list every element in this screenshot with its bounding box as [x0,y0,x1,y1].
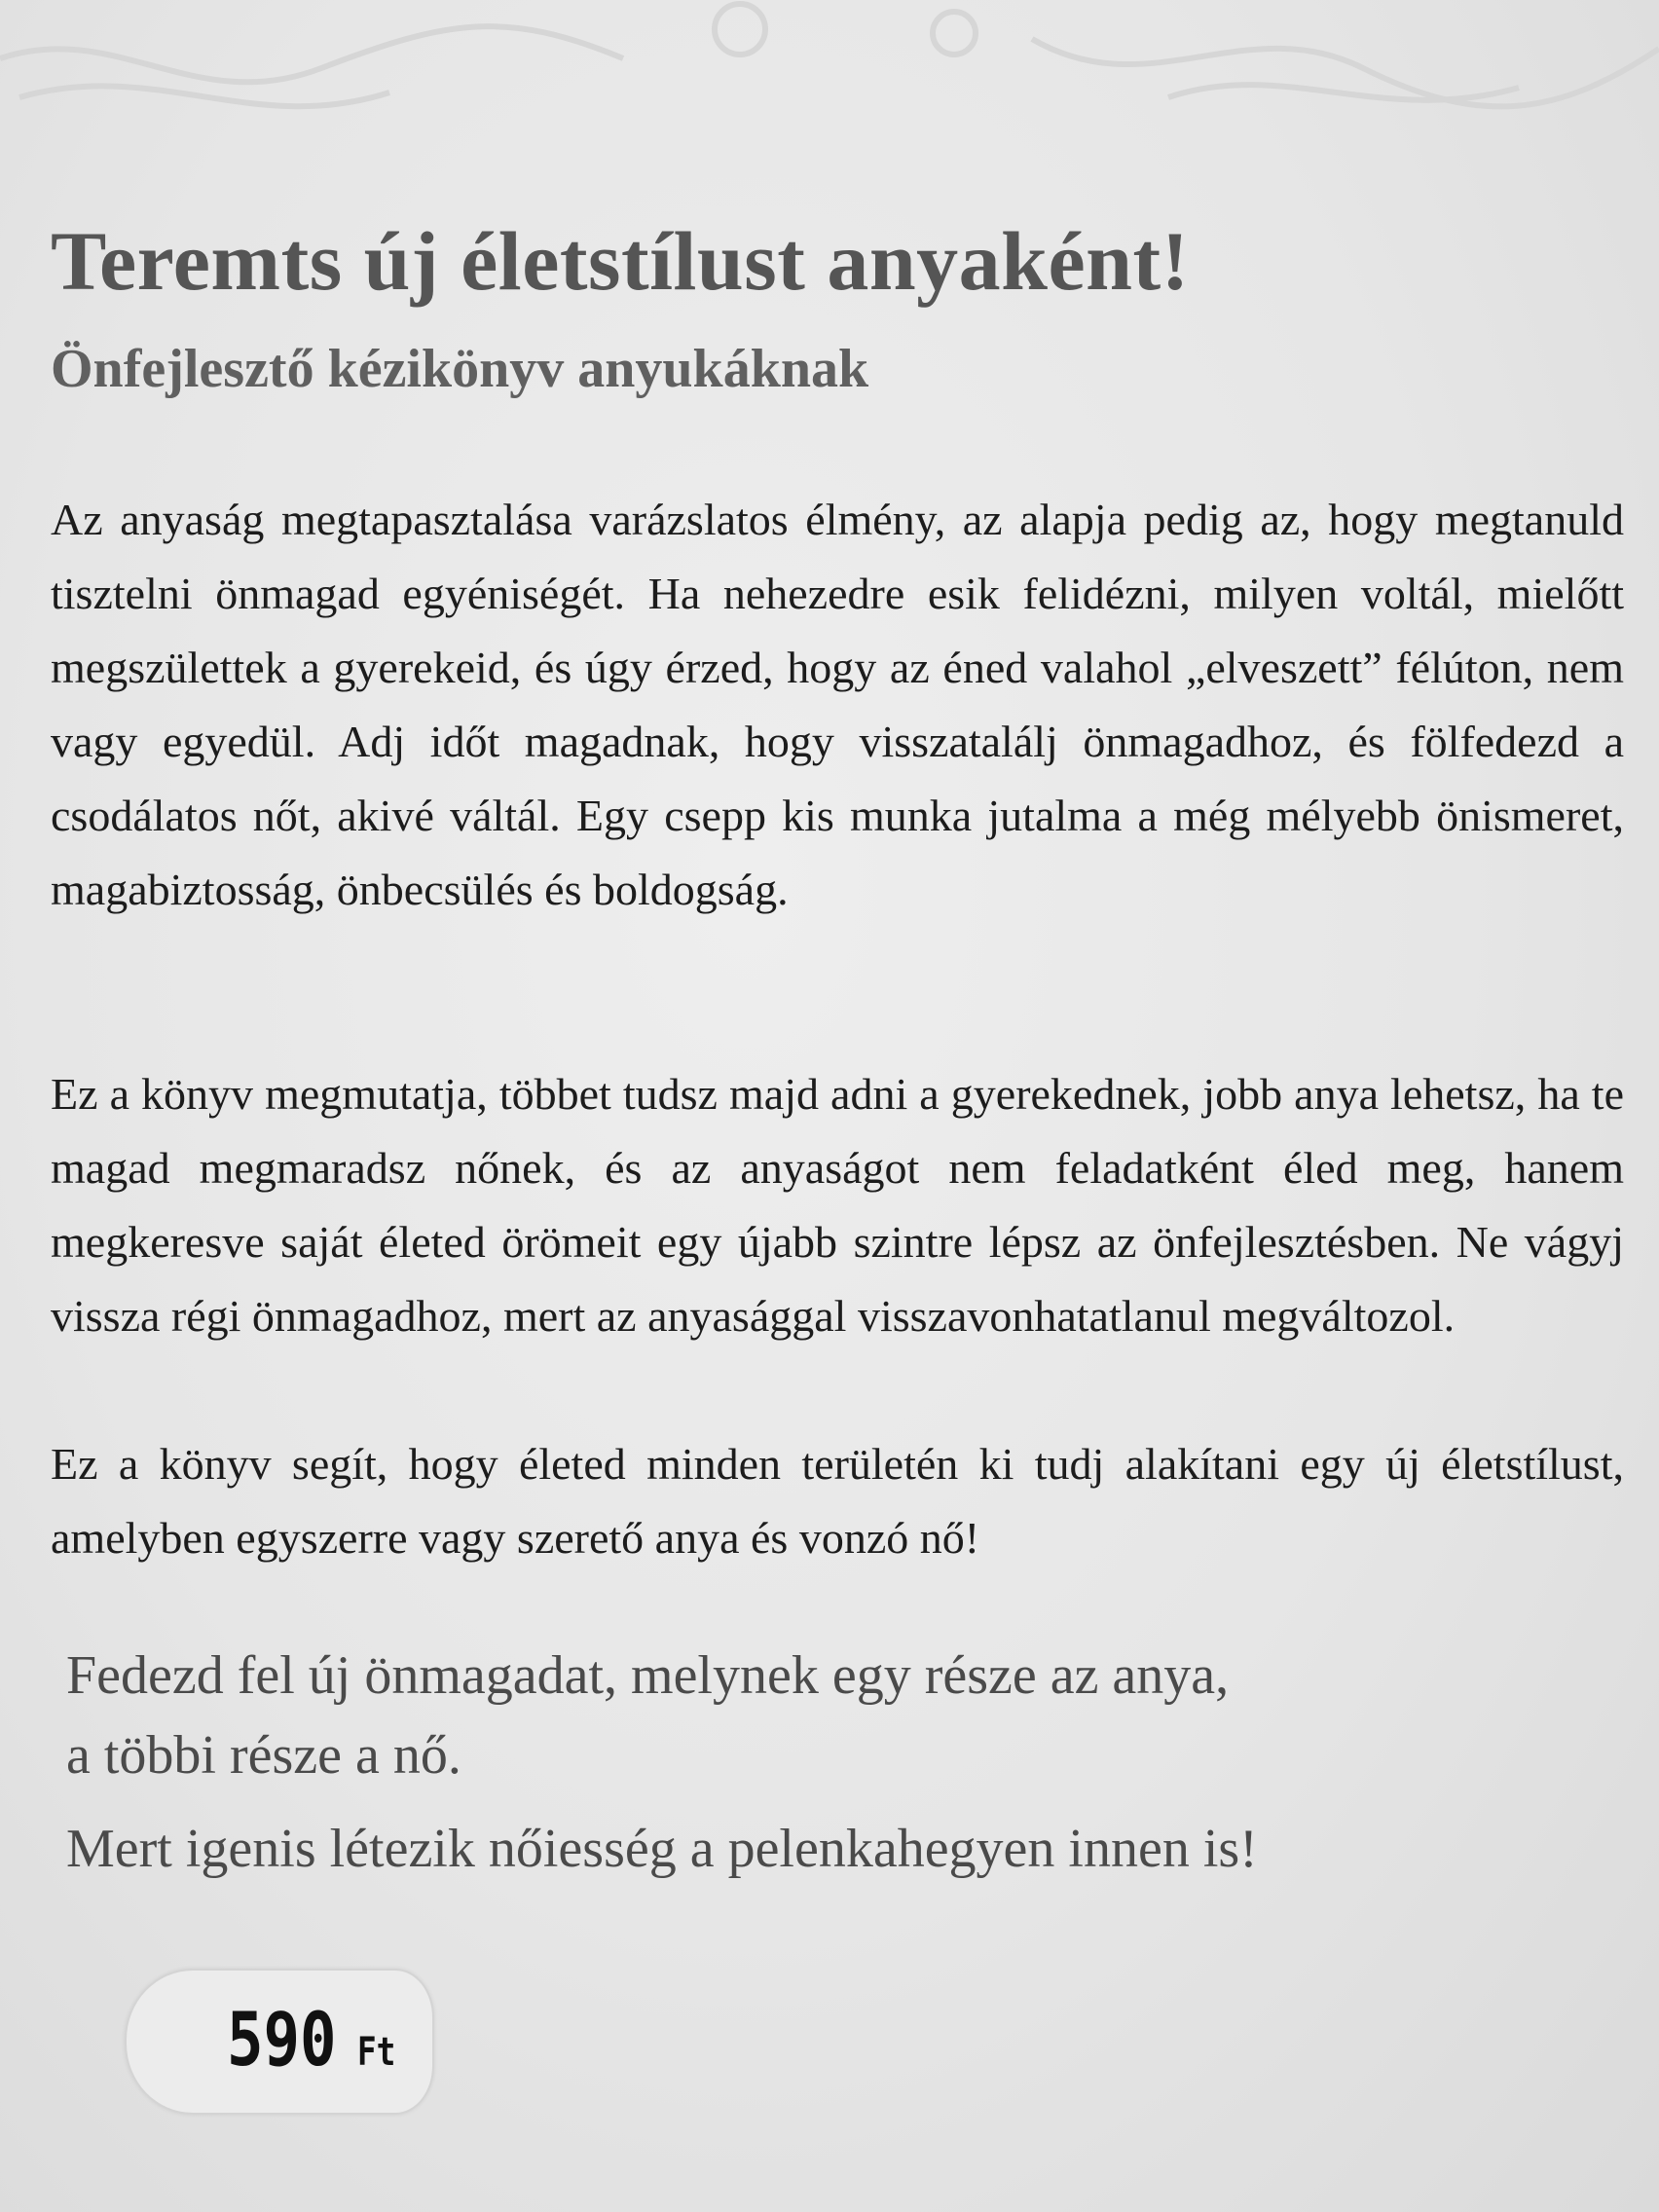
closing-line-3: Mert igenis létezik nőiesség a pelenkahegyen innen is! [66,1819,1258,1879]
closing-line-2: a többi része a nő. [66,1725,461,1786]
book-subtitle: Önfejlesztő kézikönyv anyukáknak [51,339,869,399]
book-title: Teremts új életstílust anyaként! [51,214,1190,308]
closing-line-1: Fedezd fel új önmagadat, melynek egy része az anya, [66,1645,1230,1706]
description-paragraph-3: Ez a könyv segít, hogy életed minden területén ki tudj alakítani egy új életstílust, amelyben egyszerre vagy szerető anya és vonzó nő! [51,1439,1624,1563]
price-currency: Ft [356,2030,396,2075]
decorative-ornament-icon [0,0,1659,136]
description-paragraph-2: Ez a könyv megmutatja, többet tudsz majd adni a gyerekednek, jobb anya lehetsz, ha te magad megmaradsz nőnek, és az anyaságot nem feladatként éled meg, hanem megkeresve saját életed örömeit egy újabb szintre lépsz az önfejlesztésben. Ne vágyj vissza régi önmagadhoz, mert az anyasággal visszavonhatatlanul megváltozol. [51,1069,1624,1341]
watermark [0,2181,1659,2212]
closing-statement [66,1636,1624,1795]
description-paragraph-1: Az anyaság megtapasztalása varázslatos élmény, az alapja pedig az, hogy megtanuld tisztelni önmagad egyéniségét. Ha nehezedre esik felidézni, milyen voltál, mielőtt megszülettek a gyerekeid, és úgy érzed, hogy az éned valahol „elveszett” félúton, nem vagy egyedül. Adj időt magadnak, hogy visszatalálj önmagadhoz, és fölfedezd a csodálatos nőt, akivé váltál. Egy csepp kis munka jutalma a még mélyebb önismeret, magabiztosság, önbecsülés és boldogság. [51,495,1624,914]
price-amount: 590 [226,1996,337,2083]
price-label [125,1998,395,2094]
